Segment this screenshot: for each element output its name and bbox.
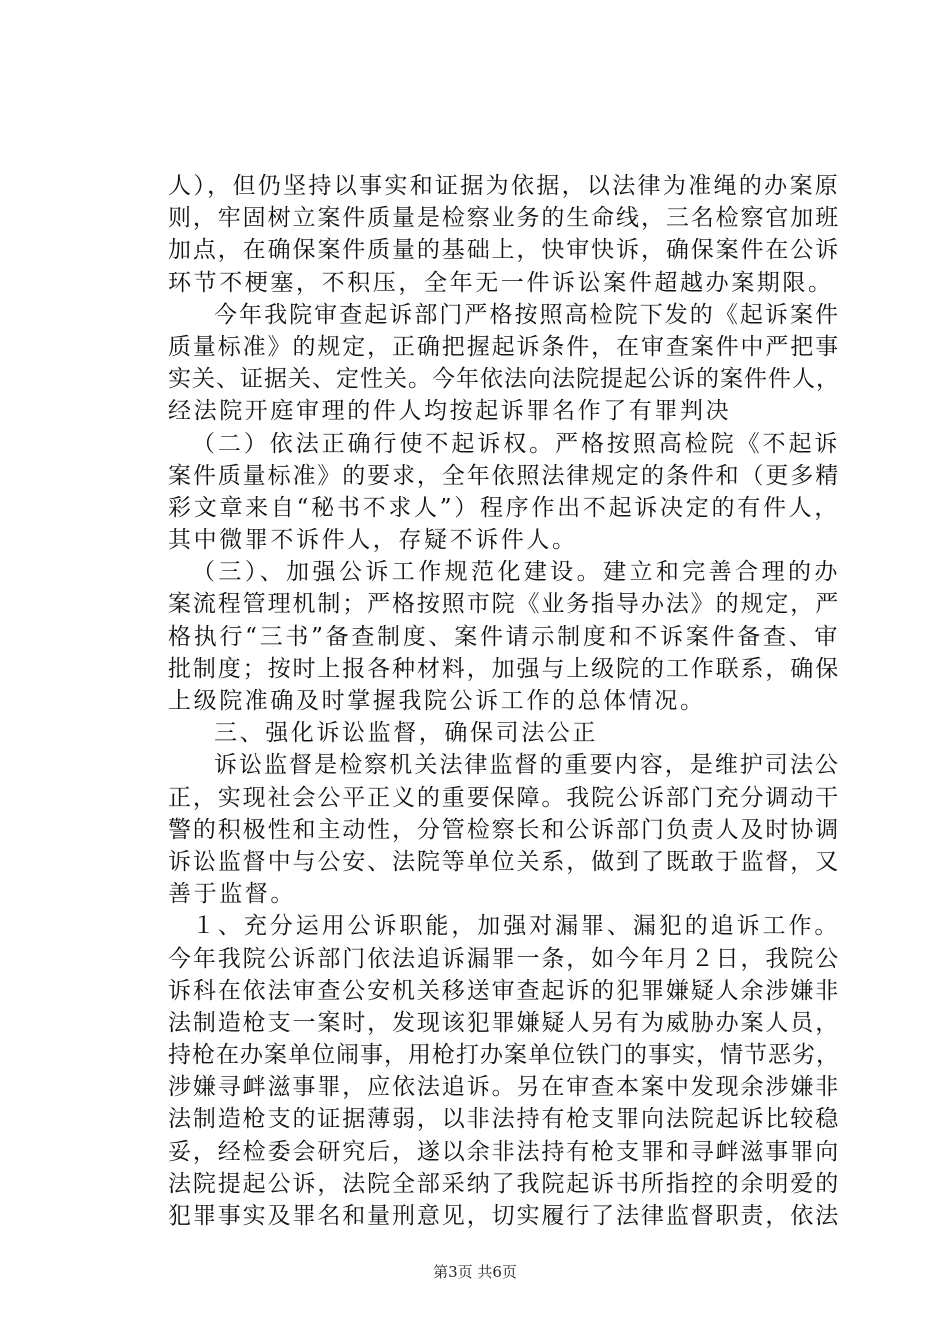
text-line: 人），但仍坚持以事实和证据为依据，以法律为准绳的办案原: [168, 173, 840, 199]
text-line: 诉讼监督中与公安、法院等单位关系，做到了既敢于监督，又: [168, 848, 840, 875]
text-line: 妥，经检委会研究后，遂以余非法持有枪支罪和寻衅滋事罪向: [168, 1138, 840, 1165]
text-line: 警的积极性和主动性，分管检察长和公诉部门负责人及时协调: [168, 816, 840, 843]
text-line: 环节不梗塞，不积压，全年无一件诉讼案件超越办案期限。: [168, 269, 834, 296]
page-footer: 第3页 共6页: [433, 1263, 517, 1281]
text-line: 三、强化诉讼监督，确保司法公正: [214, 720, 598, 747]
text-line: （三）、加强公诉工作规范化建设。建立和完善合理的办: [192, 559, 840, 586]
text-line: 法制造枪支一案时，发现该犯罪嫌疑人另有为威胁办案人员，: [168, 1009, 840, 1036]
document-body: [168, 170, 840, 1232]
text-line: 质量标准》的规定，正确把握起诉条件，在审查案件中严把事: [168, 333, 840, 360]
text-line: 彩文章来自“秘书不求人”）程序作出不起诉决定的有件人，: [168, 494, 840, 521]
text-line: 诉讼监督是检察机关法律监督的重要内容，是维护司法公: [214, 752, 840, 779]
text-line: 正，实现社会公平正义的重要保障。我院公诉部门充分调动干: [168, 784, 840, 811]
text-line: 今年我院公诉部门依法追诉漏罪一条，如今年月２日，我院公: [168, 945, 840, 972]
text-line: 法院提起公诉，法院全部采纳了我院起诉书所指控的余明爱的: [168, 1170, 840, 1197]
text-line: 格执行“三书”备查制度、案件请示制度和不诉案件备查、审: [168, 623, 840, 650]
text-line: 善于监督。: [168, 881, 296, 908]
text-line: 批制度；按时上报各种材料，加强与上级院的工作联系，确保: [168, 655, 840, 682]
text-line: 诉科在依法审查公安机关移送审查起诉的犯罪嫌疑人余涉嫌非: [168, 977, 840, 1004]
text-line: 今年我院审查起诉部门严格按照高检院下发的《起诉案件: [214, 301, 840, 328]
text-line: 案流程管理机制；严格按照市院《业务指导办法》的规定，严: [168, 591, 840, 618]
text-line: （二）依法正确行使不起诉权。严格按照高检院《不起诉: [192, 430, 840, 457]
text-line: 犯罪事实及罪名和量刑意见，切实履行了法律监督职责，依法: [168, 1203, 840, 1229]
text-line: 案件质量标准》的要求，全年依照法律规定的条件和（更多精: [168, 462, 840, 489]
text-line: 则，牢固树立案件质量是检察业务的生命线，三名检察官加班: [168, 205, 840, 232]
text-line: 法制造枪支的证据薄弱，以非法持有枪支罪向法院起诉比较稳: [168, 1106, 840, 1133]
text-line: 经法院开庭审理的件人均按起诉罪名作了有罪判决: [168, 398, 732, 425]
text-line: 其中微罪不诉件人，存疑不诉件人。: [168, 527, 578, 554]
text-line: １、充分运用公诉职能，加强对漏罪、漏犯的追诉工作。: [192, 913, 840, 940]
text-line: 加点，在确保案件质量的基础上，快审快诉，确保案件在公诉: [168, 237, 840, 264]
text-line: 涉嫌寻衅滋事罪，应依法追诉。另在审查本案中发现余涉嫌非: [168, 1074, 840, 1101]
text-line: 实关、证据关、定性关。今年依法向法院提起公诉的案件件人，: [168, 366, 840, 393]
text-line: 上级院准确及时掌握我院公诉工作的总体情况。: [168, 688, 706, 714]
text-line: 持枪在办案单位闹事，用枪打办案单位铁门的事实，情节恶劣，: [168, 1042, 840, 1069]
